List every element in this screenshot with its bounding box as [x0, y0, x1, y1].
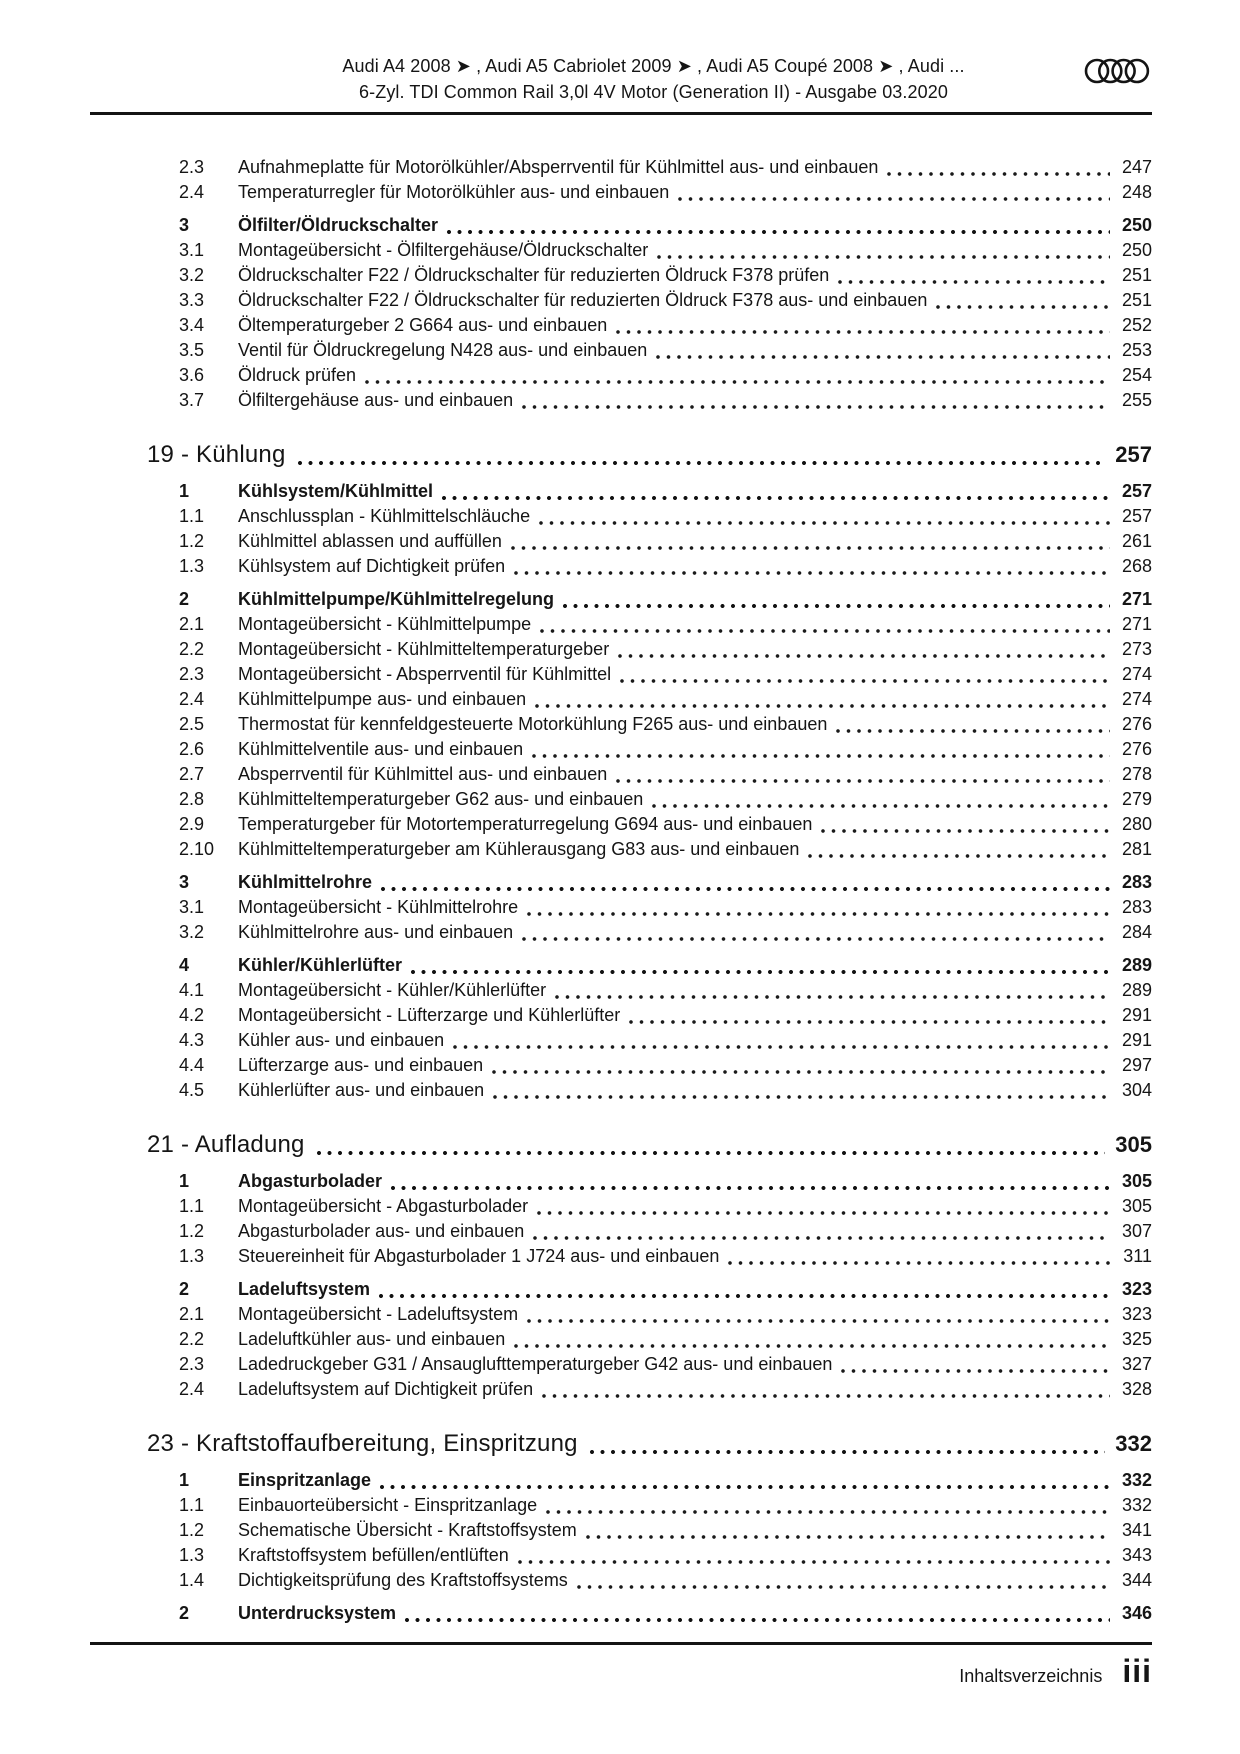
toc-entry — [90, 1244, 1152, 1269]
chapter-title: 23 - Kraftstoffaufbereitung, Einspritzung — [147, 1430, 578, 1457]
toc-entry — [90, 388, 1152, 413]
dot-leader — [838, 263, 1110, 288]
entry-title: Ladeluftsystem auf Dichtigkeit prüfen — [238, 1379, 534, 1399]
entry-page: 279 — [1121, 789, 1152, 809]
dot-leader — [514, 1327, 1110, 1352]
dot-leader — [411, 953, 1110, 978]
toc-entry — [90, 338, 1152, 363]
entry-title: Ölfilter/Öldruckschalter — [238, 215, 439, 235]
entry-title: Montageübersicht - Kühlmitteltemperaturgeber — [238, 639, 610, 659]
footer-page-number: iii — [1122, 1653, 1152, 1689]
toc-entry — [90, 920, 1152, 945]
entry-page: 332 — [1121, 1470, 1152, 1490]
toc-entry — [90, 180, 1152, 205]
entry-number: 2.3 — [179, 664, 205, 684]
dot-leader — [492, 1053, 1110, 1078]
dot-leader — [527, 895, 1110, 920]
entry-page: 283 — [1121, 872, 1152, 892]
entry-number: 1 — [179, 481, 190, 501]
entry-number: 1.1 — [179, 1196, 205, 1216]
entry-page: 305 — [1121, 1171, 1152, 1191]
entry-number: 1.2 — [179, 1221, 205, 1241]
dot-leader — [442, 479, 1110, 504]
entry-number: 1.1 — [179, 506, 205, 526]
audi-rings-icon — [1084, 57, 1150, 85]
chapter-row — [90, 1428, 1152, 1460]
dot-leader — [535, 687, 1110, 712]
entry-page: 271 — [1121, 589, 1152, 609]
entry-title: Montageübersicht - Kühlmittelpumpe — [238, 614, 532, 634]
dot-leader — [590, 1428, 1106, 1460]
dot-leader — [728, 1244, 1111, 1269]
dot-leader — [678, 180, 1110, 205]
toc-entry — [90, 1194, 1152, 1219]
dot-leader — [652, 787, 1110, 812]
entry-number: 1.1 — [179, 1495, 205, 1515]
toc-entry — [90, 762, 1152, 787]
dot-leader — [380, 1468, 1110, 1493]
entry-page: 346 — [1121, 1603, 1152, 1623]
toc-entry — [90, 263, 1152, 288]
entry-number: 3 — [179, 872, 190, 892]
entry-number: 4.4 — [179, 1055, 205, 1075]
entry-title: Öldruck prüfen — [238, 365, 357, 385]
entry-number: 2.4 — [179, 689, 205, 709]
entry-title: Dichtigkeitsprüfung des Kraftstoffsystems — [238, 1570, 568, 1590]
header-model-line: Audi A4 2008 ➤ , Audi A5 Cabriolet 2009 ➤ , Audi A5 Coupé 2008 ➤ , Audi ... — [342, 56, 965, 76]
toc-entry — [90, 213, 1152, 238]
dot-leader — [298, 439, 1106, 471]
page-footer — [90, 1642, 1152, 1687]
entry-page: 276 — [1121, 714, 1152, 734]
entry-page: 281 — [1121, 839, 1152, 859]
entry-title: Einbauorteübersicht - Einspritzanlage — [238, 1495, 538, 1515]
entry-page: 255 — [1121, 390, 1152, 410]
entry-page: 304 — [1121, 1080, 1152, 1100]
entry-number: 1 — [179, 1171, 190, 1191]
entry-number: 2 — [179, 1279, 190, 1299]
entry-title: Kühler aus- und einbauen — [238, 1030, 445, 1050]
toc-entry — [90, 1053, 1152, 1078]
entry-title: Kühler/Kühlerlüfter — [238, 955, 403, 975]
dot-leader — [527, 1302, 1110, 1327]
entry-title: Kühlmitteltemperaturgeber G62 aus- und einbauen — [238, 789, 644, 809]
entry-page: 289 — [1121, 955, 1152, 975]
entry-title: Öltemperaturgeber 2 G664 aus- und einbauen — [238, 315, 608, 335]
entry-title: Lüfterzarge aus- und einbauen — [238, 1055, 484, 1075]
entry-number: 2.9 — [179, 814, 205, 834]
entry-number: 2.4 — [179, 1379, 205, 1399]
entry-title: Öldruckschalter F22 / Öldruckschalter für reduzierten Öldruck F378 aus- und einbauen — [238, 290, 928, 310]
entry-number: 3.2 — [179, 922, 205, 942]
entry-page: 305 — [1121, 1196, 1152, 1216]
dot-leader — [514, 554, 1110, 579]
entry-page: 311 — [1123, 1246, 1152, 1266]
entry-title: Abgasturbolader — [238, 1171, 383, 1191]
entry-number: 1.3 — [179, 556, 205, 576]
entry-page: 248 — [1121, 182, 1152, 202]
chapter-title: 19 - Kühlung — [147, 441, 286, 468]
toc-entry — [90, 1028, 1152, 1053]
entry-title: Temperaturgeber für Motortemperaturregelung G694 aus- und einbauen — [238, 814, 813, 834]
chapter-row — [90, 1129, 1152, 1161]
chapter-page: 332 — [1115, 1431, 1152, 1456]
toc-entry — [90, 363, 1152, 388]
dot-leader — [381, 870, 1110, 895]
entry-number: 3.6 — [179, 365, 205, 385]
entry-number: 2.2 — [179, 639, 205, 659]
chapter-title: 21 - Aufladung — [147, 1131, 305, 1158]
entry-number: 3.2 — [179, 265, 205, 285]
entry-title: Montageübersicht - Abgasturbolader — [238, 1196, 529, 1216]
entry-title: Ölfiltergehäuse aus- und einbauen — [238, 390, 514, 410]
entry-number: 2.7 — [179, 764, 205, 784]
entry-number: 2.1 — [179, 614, 205, 634]
entry-title: Kühlsystem/Kühlmittel — [238, 481, 434, 501]
toc-entry — [90, 1219, 1152, 1244]
entry-number: 1.3 — [179, 1545, 205, 1565]
entry-page: 341 — [1121, 1520, 1152, 1540]
toc-entry — [90, 1352, 1152, 1377]
entry-title: Öldruckschalter F22 / Öldruckschalter für reduzierten Öldruck F378 prüfen — [238, 265, 830, 285]
toc-entry — [90, 687, 1152, 712]
toc-entry — [90, 1468, 1152, 1493]
entry-page: 297 — [1121, 1055, 1152, 1075]
dot-leader — [836, 712, 1110, 737]
toc — [90, 155, 1152, 1626]
dot-leader — [616, 762, 1110, 787]
dot-leader — [887, 155, 1110, 180]
dot-leader — [493, 1078, 1110, 1103]
dot-leader — [405, 1601, 1110, 1626]
entry-title: Montageübersicht - Kühler/Kühlerlüfter — [238, 980, 547, 1000]
entry-number: 2.3 — [179, 157, 205, 177]
dot-leader — [391, 1169, 1110, 1194]
entry-title: Montageübersicht - Lüfterzarge und Kühlerlüfter — [238, 1005, 621, 1025]
toc-entry — [90, 155, 1152, 180]
entry-title: Kühlmitteltemperaturgeber am Kühlerausgang G83 aus- und einbauen — [238, 839, 800, 859]
toc-entry — [90, 1543, 1152, 1568]
entry-number: 1.3 — [179, 1246, 205, 1266]
entry-page: 251 — [1121, 290, 1152, 310]
entry-title: Kühlerlüfter aus- und einbauen — [238, 1080, 485, 1100]
dot-leader — [555, 978, 1110, 1003]
entry-page: 280 — [1121, 814, 1152, 834]
entry-number: 4 — [179, 955, 190, 975]
footer-label: Inhaltsverzeichnis — [959, 1666, 1103, 1686]
entry-page: 253 — [1121, 340, 1152, 360]
dot-leader — [563, 587, 1110, 612]
toc-entry — [90, 1078, 1152, 1103]
entry-number: 3.5 — [179, 340, 205, 360]
chapter-row — [90, 439, 1152, 471]
footer-line — [90, 1655, 1152, 1687]
entry-number: 2.2 — [179, 1329, 205, 1349]
entry-page: 284 — [1121, 922, 1152, 942]
entry-number: 1.4 — [179, 1570, 205, 1590]
entry-number: 2.8 — [179, 789, 205, 809]
entry-title: Abgasturbolader aus- und einbauen — [238, 1221, 525, 1241]
header-engine-line: 6-Zyl. TDI Common Rail 3,0l 4V Motor (Generation II) - Ausgabe 03.2020 — [359, 82, 948, 102]
dot-leader — [542, 1377, 1110, 1402]
dot-leader — [522, 388, 1110, 413]
toc-entry — [90, 504, 1152, 529]
entry-page: 247 — [1121, 157, 1152, 177]
toc-entry — [90, 812, 1152, 837]
toc-entry — [90, 1601, 1152, 1626]
toc-entry — [90, 1302, 1152, 1327]
toc-entry — [90, 1568, 1152, 1593]
toc-entry — [90, 529, 1152, 554]
toc-entry — [90, 870, 1152, 895]
entry-page: 344 — [1121, 1570, 1152, 1590]
entry-number: 3.1 — [179, 897, 205, 917]
footer-rule — [90, 1642, 1152, 1645]
entry-number: 1 — [179, 1470, 190, 1490]
dot-leader — [511, 529, 1110, 554]
entry-title: Montageübersicht - Kühlmittelrohre — [238, 897, 519, 917]
entry-title: Ladeluftkühler aus- und einbauen — [238, 1329, 506, 1349]
toc-entry — [90, 953, 1152, 978]
entry-page: 276 — [1121, 739, 1152, 759]
entry-title: Einspritzanlage — [238, 1470, 372, 1490]
entry-page: 323 — [1121, 1279, 1152, 1299]
header-rule — [90, 112, 1152, 115]
page-content — [90, 0, 1152, 1626]
audi-logo — [1084, 57, 1150, 90]
entry-page: 257 — [1121, 481, 1152, 501]
entry-number: 4.1 — [179, 980, 205, 1000]
chapter-page: 305 — [1115, 1132, 1152, 1157]
toc-entry — [90, 238, 1152, 263]
entry-number: 4.2 — [179, 1005, 205, 1025]
entry-number: 2.1 — [179, 1304, 205, 1324]
dot-leader — [546, 1493, 1110, 1518]
dot-leader — [522, 920, 1110, 945]
entry-title: Aufnahmeplatte für Motorölkühler/Absperrventil für Kühlmittel aus- und einbauen — [238, 157, 879, 177]
entry-number: 1.2 — [179, 531, 205, 551]
toc-entry — [90, 587, 1152, 612]
toc-entry — [90, 1493, 1152, 1518]
dot-leader — [841, 1352, 1110, 1377]
entry-number: 2.4 — [179, 182, 205, 202]
entry-page: 307 — [1121, 1221, 1152, 1241]
entry-number: 3.3 — [179, 290, 205, 310]
entry-title: Absperrventil für Kühlmittel aus- und einbauen — [238, 764, 608, 784]
dot-leader — [936, 288, 1110, 313]
dot-leader — [616, 313, 1110, 338]
dot-leader — [618, 637, 1110, 662]
entry-number: 2.5 — [179, 714, 205, 734]
entry-title: Anschlussplan - Kühlmittelschläuche — [238, 506, 531, 526]
dot-leader — [453, 1028, 1110, 1053]
toc-entry — [90, 313, 1152, 338]
entry-title: Ladeluftsystem — [238, 1279, 371, 1299]
toc-entry — [90, 837, 1152, 862]
dot-leader — [540, 612, 1110, 637]
entry-title: Montageübersicht - Ladeluftsystem — [238, 1304, 519, 1324]
entry-page: 328 — [1121, 1379, 1152, 1399]
toc-entry — [90, 712, 1152, 737]
dot-leader — [656, 338, 1110, 363]
toc-entry — [90, 1327, 1152, 1352]
dot-leader — [533, 1219, 1110, 1244]
entry-title: Kraftstoffsystem befüllen/entlüften — [238, 1545, 509, 1565]
entry-page: 254 — [1121, 365, 1152, 385]
dot-leader — [586, 1518, 1110, 1543]
entry-title: Schematische Übersicht - Kraftstoffsystem — [238, 1520, 577, 1540]
dot-leader — [518, 1543, 1110, 1568]
entry-page: 250 — [1121, 240, 1152, 260]
page-header — [90, 0, 1152, 115]
entry-page: 327 — [1121, 1354, 1152, 1374]
entry-title: Montageübersicht - Ölfiltergehäuse/Öldruckschalter — [238, 240, 649, 260]
entry-number: 3.7 — [179, 390, 205, 410]
dot-leader — [447, 213, 1110, 238]
toc-entry — [90, 1277, 1152, 1302]
entry-page: 268 — [1121, 556, 1152, 576]
dot-leader — [808, 837, 1110, 862]
entry-number: 2 — [179, 589, 190, 609]
entry-page: 283 — [1121, 897, 1152, 917]
entry-title: Thermostat für kennfeldgesteuerte Motorkühlung F265 aus- und einbauen — [238, 714, 828, 734]
dot-leader — [379, 1277, 1110, 1302]
header-text — [230, 53, 1077, 105]
dot-leader — [629, 1003, 1110, 1028]
entry-page: 274 — [1121, 664, 1152, 684]
toc-entry — [90, 288, 1152, 313]
entry-page: 323 — [1121, 1304, 1152, 1324]
entry-title: Ladedruckgeber G31 / Ansauglufttemperaturgeber G42 aus- und einbauen — [238, 1354, 833, 1374]
entry-number: 4.3 — [179, 1030, 205, 1050]
chapter-page: 257 — [1115, 442, 1152, 467]
entry-title: Steuereinheit für Abgasturbolader 1 J724 aus- und einbauen — [238, 1246, 720, 1266]
entry-page: 252 — [1121, 315, 1152, 335]
entry-number: 3.1 — [179, 240, 205, 260]
toc-entry — [90, 612, 1152, 637]
entry-page: 343 — [1121, 1545, 1152, 1565]
toc-entry — [90, 554, 1152, 579]
entry-page: 291 — [1121, 1005, 1152, 1025]
entry-page: 273 — [1121, 639, 1152, 659]
entry-page: 278 — [1121, 764, 1152, 784]
toc-entry — [90, 1518, 1152, 1543]
entry-page: 332 — [1121, 1495, 1152, 1515]
toc-entry — [90, 637, 1152, 662]
dot-leader — [620, 662, 1110, 687]
entry-title: Kühlmittel ablassen und auffüllen — [238, 531, 502, 551]
entry-number: 2.6 — [179, 739, 205, 759]
dot-leader — [365, 363, 1110, 388]
entry-number: 3 — [179, 215, 190, 235]
toc-entry — [90, 1003, 1152, 1028]
toc-entry — [90, 737, 1152, 762]
entry-page: 250 — [1121, 215, 1152, 235]
entry-number: 1.2 — [179, 1520, 205, 1540]
dot-leader — [537, 1194, 1110, 1219]
entry-page: 325 — [1121, 1329, 1152, 1349]
entry-title: Kühlmittelpumpe aus- und einbauen — [238, 689, 527, 709]
toc-entry — [90, 895, 1152, 920]
entry-number: 3.4 — [179, 315, 205, 335]
toc-entry — [90, 1169, 1152, 1194]
entry-page: 274 — [1121, 689, 1152, 709]
entry-page: 261 — [1121, 531, 1152, 551]
entry-page: 251 — [1121, 265, 1152, 285]
entry-number: 2 — [179, 1603, 190, 1623]
dot-leader — [539, 504, 1110, 529]
entry-title: Kühlmittelpumpe/Kühlmittelregelung — [238, 589, 555, 609]
entry-title: Kühlmittelrohre — [238, 872, 373, 892]
toc-entry — [90, 662, 1152, 687]
toc-entry — [90, 1377, 1152, 1402]
dot-leader — [532, 737, 1110, 762]
dot-leader — [657, 238, 1110, 263]
toc-entry — [90, 978, 1152, 1003]
entry-page: 271 — [1121, 614, 1152, 634]
entry-page: 257 — [1121, 506, 1152, 526]
toc-entry — [90, 787, 1152, 812]
entry-number: 4.5 — [179, 1080, 205, 1100]
toc-entry — [90, 479, 1152, 504]
entry-title: Ventil für Öldruckregelung N428 aus- und einbauen — [238, 340, 648, 360]
dot-leader — [821, 812, 1110, 837]
entry-title: Kühlmittelrohre aus- und einbauen — [238, 922, 514, 942]
dot-leader — [577, 1568, 1110, 1593]
entry-number: 2.3 — [179, 1354, 205, 1374]
entry-page: 291 — [1121, 1030, 1152, 1050]
entry-page: 289 — [1121, 980, 1152, 1000]
dot-leader — [317, 1129, 1106, 1161]
entry-title: Kühlsystem auf Dichtigkeit prüfen — [238, 556, 506, 576]
entry-number: 2.10 — [179, 839, 215, 859]
entry-title: Montageübersicht - Absperrventil für Kühlmittel — [238, 664, 612, 684]
entry-title: Unterdrucksystem — [238, 1603, 397, 1623]
entry-title: Temperaturregler für Motorölkühler aus- und einbauen — [238, 182, 670, 202]
entry-title: Kühlmittelventile aus- und einbauen — [238, 739, 524, 759]
